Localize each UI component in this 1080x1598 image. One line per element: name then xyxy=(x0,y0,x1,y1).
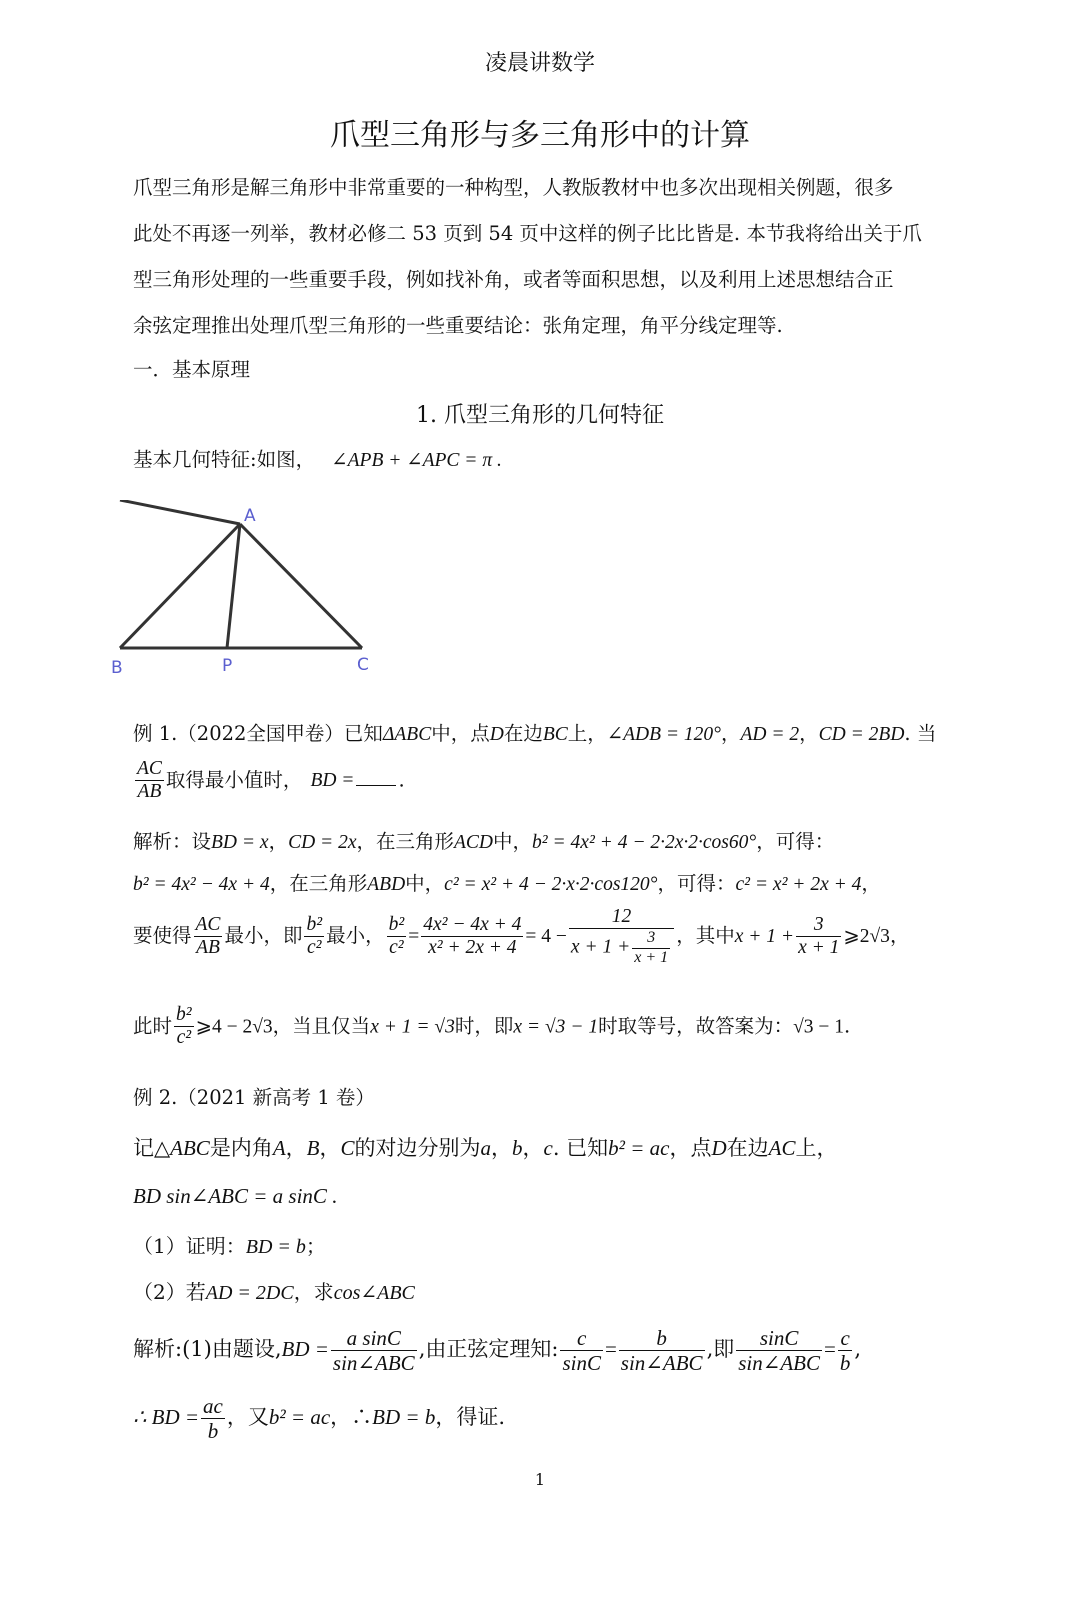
fraction-numerator: b² xyxy=(304,914,324,937)
ex2-math: D xyxy=(711,1136,727,1160)
sol1-fraction xyxy=(387,914,407,960)
example1-ad: AD = 2 xyxy=(740,724,800,745)
sol1-text: ，其中 xyxy=(676,924,735,948)
sol2-math: = xyxy=(824,1337,836,1362)
example2-line2: BD sin∠ABC = a sinC . xyxy=(133,1184,338,1208)
claw-triangle-figure xyxy=(100,500,400,690)
label-a: A xyxy=(244,506,256,526)
sol1-fraction xyxy=(194,914,223,960)
sol1-text: 最小， xyxy=(326,924,385,948)
sol2-text: ，又 xyxy=(226,1405,269,1430)
sol2-math: BD = b xyxy=(372,1405,436,1430)
example1-text-g: 上， xyxy=(567,722,607,745)
sol1-text: ，在三角形 xyxy=(356,830,455,853)
sol1-fraction xyxy=(304,914,324,960)
intro-line-2: 此处不再逐一列举，教材必修二 53 页到 54 页中这样的例子比比皆是. 本节我将给出关于爪 xyxy=(133,222,922,245)
solution1-line4 xyxy=(133,1004,850,1050)
ex2-text: 的对边分别为 xyxy=(354,1136,481,1160)
sol2-text: ，∴ xyxy=(330,1405,373,1430)
solution1-line1 xyxy=(133,826,834,854)
sol1-math: ⩾4 − 2√3 xyxy=(195,1016,273,1038)
sol1-math: c² = x² + 4 − 2·x·2·cos120° xyxy=(444,874,658,895)
fraction-numerator: 4x² − 4x + 4 xyxy=(421,914,523,937)
ex2-math: B xyxy=(306,1136,320,1160)
sol2-math: = xyxy=(604,1337,617,1362)
feature-formula: ∠APB + ∠APC = π . xyxy=(331,450,502,471)
sol1-text: ，可得： xyxy=(756,830,835,853)
example1-line1 xyxy=(133,718,936,746)
ex2-text: ，求 xyxy=(293,1280,334,1304)
ex2-text: （1）证明： xyxy=(133,1234,246,1258)
example1-bd: BD = xyxy=(310,770,355,792)
sol2-math: ∴ BD = xyxy=(133,1405,200,1430)
ex2-math: BD = b xyxy=(245,1236,306,1258)
fraction-numerator: 12 xyxy=(569,906,674,929)
sol1-math: ⩾2√3 xyxy=(843,926,890,948)
sol2-text: ,即 xyxy=(706,1337,735,1362)
sol1-text: 时取等号，故答案为： xyxy=(598,1014,794,1038)
ex2-text: （2）若 xyxy=(133,1280,206,1304)
ex2-text: 记 xyxy=(133,1136,154,1160)
sol2-fraction xyxy=(736,1326,822,1375)
fraction-denominator xyxy=(569,929,674,967)
feature-line xyxy=(133,444,502,472)
fraction-denominator: c² xyxy=(389,937,404,959)
sol1-math: b² = 4x² + 4 − 2·2x·2·cos60° xyxy=(532,832,757,853)
sol1-text: 解析：设 xyxy=(133,830,212,853)
sol2-text: ,由正弦定理知: xyxy=(418,1337,559,1362)
sol1-math: x = √3 − 1 xyxy=(513,1016,599,1038)
sol1-math: x + 1 = √3 xyxy=(370,1016,455,1038)
example1-side-bc: BC xyxy=(542,724,568,745)
ex2-math: b xyxy=(511,1136,523,1160)
ex2-math: △ABC xyxy=(154,1136,210,1160)
sol1-fraction xyxy=(421,914,523,960)
ex2-math: cos∠ABC xyxy=(333,1282,415,1304)
fraction-denominator: x² + 2x + 4 xyxy=(428,937,517,959)
sol1-text: 最小，即 xyxy=(224,924,303,948)
fraction-numerator: c xyxy=(560,1326,603,1351)
ex2-text: . 已知 xyxy=(552,1136,609,1160)
sol1-text: 此时 xyxy=(133,1014,173,1038)
sol1-math: b² = 4x² − 4x + 4 xyxy=(133,874,270,895)
sol2-fraction xyxy=(619,1326,705,1375)
sol1-math: √3 − 1 xyxy=(793,1016,845,1038)
sol2-math: b² = ac xyxy=(268,1405,331,1430)
example1-angle: ∠ADB = 120° xyxy=(606,724,721,745)
fraction-numerator: AC xyxy=(194,914,223,937)
fraction-denominator: b xyxy=(207,1419,219,1444)
ex2-math: b² = ac xyxy=(608,1136,670,1160)
example1-period: . xyxy=(398,768,405,792)
fraction-denominator: x + 1 xyxy=(798,937,840,959)
ex2-math: AD = 2DC xyxy=(205,1282,294,1304)
sol1-text: 中， xyxy=(493,830,533,853)
fraction-numerator: c xyxy=(838,1326,853,1351)
example1-point-d: D xyxy=(489,724,504,745)
fraction-numerator: ac xyxy=(203,1394,223,1418)
ex2-math: a xyxy=(480,1136,491,1160)
sol2-math: BD = xyxy=(281,1337,329,1362)
sol1-text: 时，即 xyxy=(454,1014,514,1038)
fraction-numerator: AC xyxy=(135,758,164,781)
sol2-fraction xyxy=(201,1394,225,1443)
intro-line-1: 爪型三角形是解三角形中非常重要的一种构型，人教版教材中也多次出现相关例题，很多 xyxy=(133,176,894,199)
solution1-line2 xyxy=(133,868,881,896)
side-ab xyxy=(120,500,240,524)
fraction-numerator: 3 xyxy=(796,914,841,937)
fraction-denominator: c² xyxy=(176,1027,192,1049)
example2-title: 例 2.（2021 新高考 1 卷） xyxy=(133,1086,375,1109)
page-title: 爪型三角形与多三角形中的计算 xyxy=(330,118,750,153)
sol1-text: 中， xyxy=(405,872,445,895)
example2-question2 xyxy=(133,1276,415,1305)
solution2-line1 xyxy=(133,1326,861,1375)
ex2-text: ； xyxy=(305,1234,326,1258)
section-heading: 一．基本原理 xyxy=(133,358,251,381)
sol1-math: x + 1 + xyxy=(570,936,631,958)
ex2-text: ， xyxy=(490,1136,512,1160)
ex2-text: ，点 xyxy=(669,1136,712,1160)
nested-fraction xyxy=(632,929,670,967)
example1-line2 xyxy=(133,758,405,804)
fraction-numerator: a sinC xyxy=(331,1326,417,1351)
ex2-math: AC xyxy=(768,1136,796,1160)
side-ac xyxy=(240,524,362,648)
sol2-text: ，得证. xyxy=(435,1405,506,1430)
example1-intro: 例 1.（2022全国甲卷）已知 xyxy=(133,722,383,745)
solution2-line2 xyxy=(133,1394,505,1443)
example1-comma-2: ， xyxy=(799,722,819,745)
sol1-text: ， xyxy=(268,830,289,853)
page-header: 凌晨讲数学 xyxy=(484,51,595,76)
fraction-denominator: sinC xyxy=(562,1351,601,1376)
sol1-text: 要使得 xyxy=(133,924,192,948)
sol1-math: x + 1 + xyxy=(734,926,795,948)
ex2-math: C xyxy=(340,1136,355,1160)
sol2-fraction xyxy=(560,1326,603,1375)
example1-text-e: 在边 xyxy=(503,722,543,745)
fraction-denominator: AB xyxy=(137,781,162,803)
fraction-numerator: b² xyxy=(387,914,407,937)
example1-min-text: 取得最小值时， xyxy=(165,768,303,792)
sol2-text: 解析:(1)由题设, xyxy=(133,1337,282,1362)
solution1-line3 xyxy=(133,906,909,967)
sol1-fraction xyxy=(796,914,841,960)
fraction-denominator: sin∠ABC xyxy=(738,1351,821,1376)
sol1-text: ，在三角形 xyxy=(269,872,368,895)
ex2-text: ， xyxy=(319,1136,341,1160)
fraction-numerator: b² xyxy=(174,1004,194,1027)
answer-blank xyxy=(356,785,396,786)
fraction-denominator: sin∠ABC xyxy=(332,1351,415,1376)
example1-when: . 当 xyxy=(904,722,937,745)
ex2-text: ， xyxy=(522,1136,544,1160)
fraction-denominator: sin∠ABC xyxy=(620,1351,703,1376)
sol1-text: ， xyxy=(889,924,910,948)
example1-comma-1: ， xyxy=(720,722,741,745)
fraction-denominator: AB xyxy=(196,937,220,959)
fraction-denominator: c² xyxy=(307,937,322,959)
example1-text-c: 中，点 xyxy=(431,722,490,745)
example1-triangle: ΔABC xyxy=(382,724,432,745)
sol1-fraction xyxy=(174,1004,194,1050)
example2-question1 xyxy=(133,1230,326,1259)
fraction-denominator: b xyxy=(839,1351,851,1376)
sol2-fraction xyxy=(331,1326,417,1375)
sol1-text: . xyxy=(844,1014,851,1038)
sol1-text: ，当且仅当 xyxy=(272,1014,371,1038)
sol1-text: ， xyxy=(861,872,881,895)
fraction-numerator: 3 xyxy=(632,929,670,948)
sol1-math: ACD xyxy=(454,832,494,853)
sol2-fraction xyxy=(838,1326,853,1375)
sol1-math: = 4 − xyxy=(525,926,567,948)
ex2-text: 是内角 xyxy=(209,1136,273,1160)
sol1-math: = xyxy=(408,926,420,948)
ex2-math: c xyxy=(543,1136,553,1160)
sol1-math: ABD xyxy=(367,874,406,895)
side-ab-line xyxy=(120,524,240,648)
ex2-text: 上， xyxy=(795,1136,838,1160)
ex2-text: ， xyxy=(285,1136,307,1160)
sol1-math: CD = 2x xyxy=(288,832,357,853)
intro-line-4: 余弦定理推出处理爪型三角形的一些重要结论：张角定理，角平分线定理等. xyxy=(133,314,783,337)
ex2-text: 在边 xyxy=(726,1136,769,1160)
intro-line-3: 型三角形处理的一些重要手段，例如找补角，或者等面积思想，以及利用上述思想结合正 xyxy=(133,268,894,291)
sol2-text: , xyxy=(854,1337,862,1362)
example2-line1 xyxy=(133,1132,837,1162)
label-b: B xyxy=(111,658,123,678)
label-p: P xyxy=(222,656,233,676)
example1-fraction xyxy=(135,758,164,804)
fraction-denominator: x + 1 xyxy=(634,948,669,966)
fraction-numerator: sinC xyxy=(736,1326,822,1351)
label-c: C xyxy=(357,655,369,675)
example1-cd: CD = 2BD xyxy=(818,724,905,745)
sol1-compound-fraction xyxy=(569,906,674,967)
ex2-math: A xyxy=(272,1136,286,1160)
page-number: 1 xyxy=(534,1470,546,1489)
sol1-text: ，可得： xyxy=(657,872,736,895)
sol1-math: c² = x² + 2x + 4 xyxy=(735,874,862,895)
fraction-numerator: b xyxy=(619,1326,705,1351)
sol1-math: BD = x xyxy=(211,832,269,853)
subsection-heading: 1. 爪型三角形的几何特征 xyxy=(416,403,664,428)
segment-ap xyxy=(227,524,240,648)
feature-label: 基本几何特征:如图， xyxy=(133,448,316,471)
